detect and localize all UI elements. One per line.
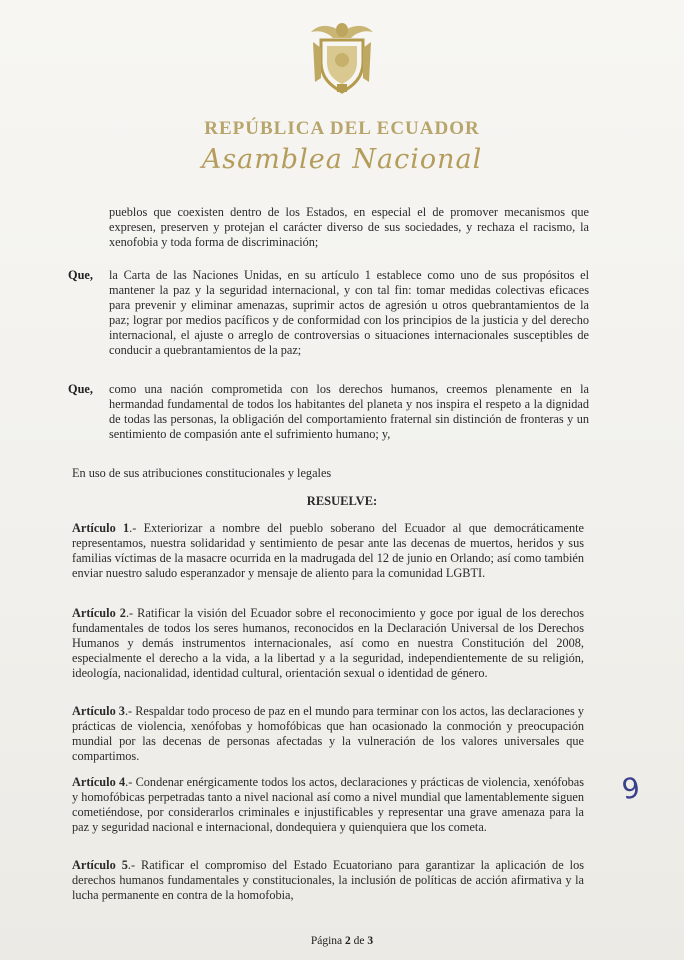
article-label: Artículo 3	[72, 704, 125, 718]
article-text: .- Respaldar todo proceso de paz en el mundo para terminar con los actos, las declaraciones y prácticas de violencia, xenófobas y homofóbicas que han ocasionado la conmoción y preocupación mundial por las decenas de personas afectadas y la vulneración de los valores universales que compartimos.	[72, 704, 584, 763]
article-text: .- Ratificar la visión del Ecuador sobre el reconocimiento y goce por igual de los derechos fundamentales de todos los seres humanos, reconocidos en la Declaración Universal de los Derechos Humanos y demás instrumentos internacionales, así como en nuestra Constitución del 2008, especialmente el derecho a la vida, a la libertad y a la seguridad, independientemente de su religión, ideología, nacionalidad, identidad cultural, orientación sexual o identidad de género.	[72, 606, 585, 680]
article-1	[72, 521, 584, 581]
que-paragraph-1: la Carta de las Naciones Unidas, en su artículo 1 establece como uno de sus propósitos el mantener la paz y la seguridad internacional, y con tal fin: tomar medidas colectivas eficaces para prevenir y eliminar amenazas, suprimir actos de agresión u otros quebrantamientos de la paz; lograr por medios pacíficos y de conformidad con los principios de la justicia y del derecho internacional, el ajuste o arreglo de controversias o situaciones internacionales susceptibles de conducir a quebrantamientos de la paz;	[109, 268, 589, 357]
article-text: .- Ratificar el compromiso del Estado Ecuatoriano para garantizar la aplicación de los derechos humanos fundamentales y constitucionales, la inclusión de políticas de acción afirmativa y la lucha permanente en contra de la homofobia,	[72, 858, 585, 902]
article-text: .- Exteriorizar a nombre del pueblo soberano del Ecuador al que democráticamente representamos, nuestra solidaridad y sentimiento de pesar ante las decenas de muertos, heridos y sus familias víctimas de la masacre ocurrida en la madrugada del 12 de junio en Orlando; así como también enviar nuestro saludo esperanzador y mensaje de aliento para la comunidad LGBTI.	[72, 521, 584, 580]
que-paragraph-2: como una nación comprometida con los derechos humanos, creemos plenamente en la hermandad fundamental de todos los habitantes del planeta y nos inspira el respeto a la dignidad de todas las personas, la obligación del comportamiento fraternal sin distinción de fronteras y un sentimiento de compasión ante el sufrimiento humano; y,	[109, 382, 589, 441]
footer-prefix: Página	[310, 935, 343, 947]
uso-paragraph: En uso de sus atribuciones constitucionales y legales	[72, 466, 332, 480]
article-label: Artículo 5	[72, 858, 128, 872]
coat-of-arms-icon	[307, 18, 377, 96]
article-4	[72, 775, 584, 835]
article-label: Artículo 2	[72, 606, 126, 620]
continuation-paragraph: pueblos que coexisten dentro de los Estados, en especial el de promover mecanismos que expresen, preserven y protejan el carácter diverso de sus sociedades, y rechaza el racismo, la xenofobia y toda forma de discriminación;	[109, 205, 589, 249]
article-label: Artículo 4	[72, 775, 126, 789]
resuelve-heading: RESUELVE:	[306, 494, 378, 508]
page-footer	[0, 935, 684, 947]
article-3	[72, 704, 584, 764]
footer-of: de	[353, 935, 365, 947]
que-label-2: Que,	[68, 382, 93, 396]
article-text: .- Condenar enérgicamente todos los actos, declaraciones y prácticas de violencia, xenófobas y homofóbicas perpetradas tanto a nivel nacional así como a nivel mundial que lamentablemente siguen cometiéndose, por considerarlos criminales e injustificables y representar una grave amenaza para la paz y seguridad nacional e internacional, dondequiera y quienquiera que los cometa.	[72, 775, 584, 834]
article-label: Artículo 1	[72, 521, 130, 535]
footer-total-pages: 3	[367, 935, 374, 947]
assembly-title: Asamblea Nacional	[201, 144, 483, 175]
letterhead	[0, 18, 684, 175]
article-5	[72, 858, 584, 903]
republic-title: REPÚBLICA DEL ECUADOR	[204, 118, 480, 139]
article-2	[72, 606, 584, 681]
handwritten-page-number: 9	[619, 770, 643, 807]
footer-page-number: 2	[345, 935, 351, 947]
que-label-1: Que,	[68, 268, 93, 282]
